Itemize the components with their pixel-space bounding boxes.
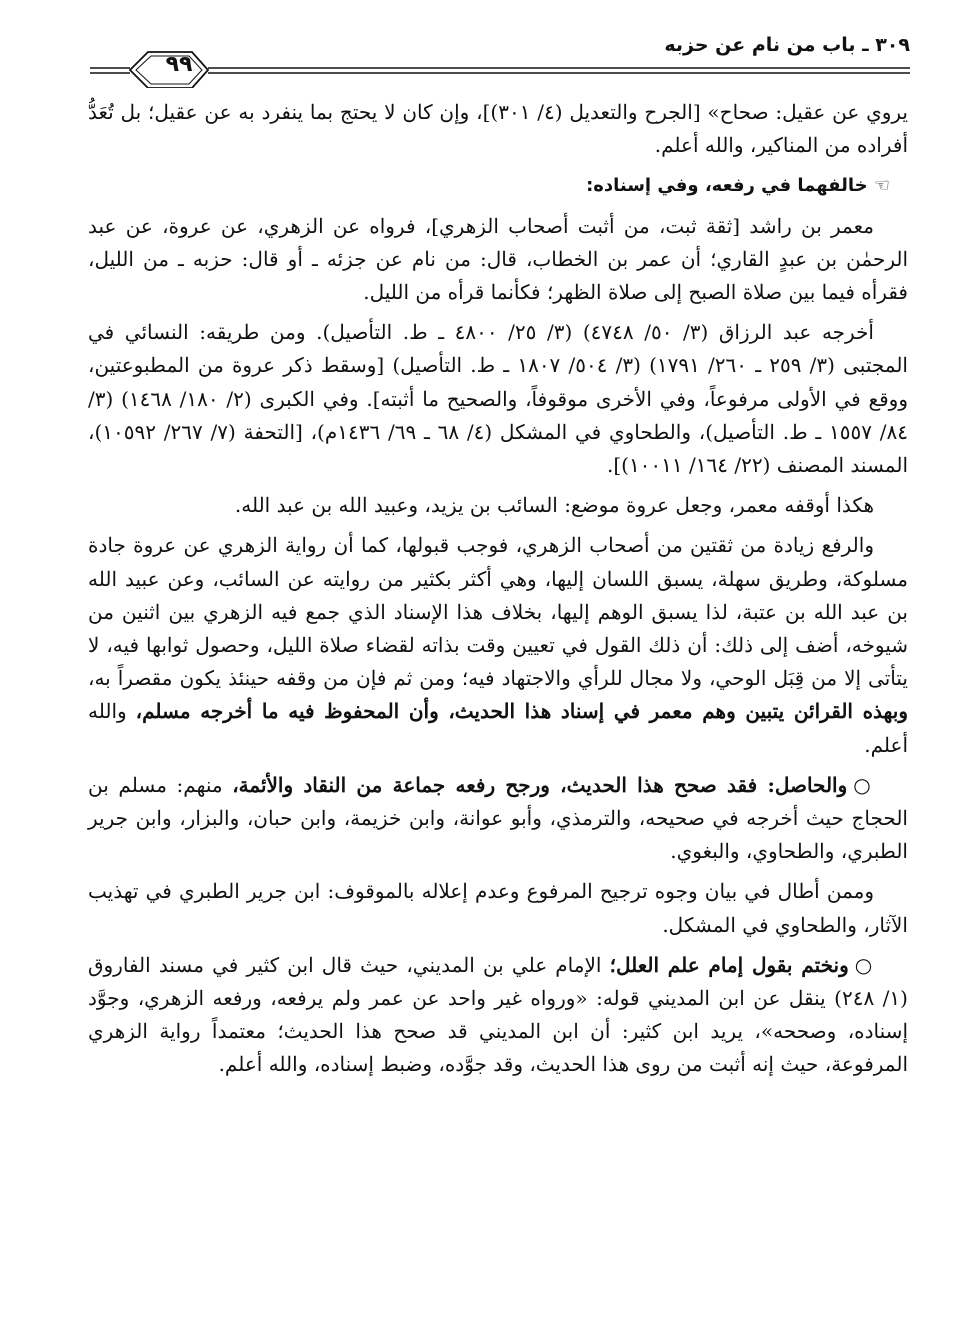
paragraph-5: [88, 529, 908, 761]
paragraph-5-bold: وبهذه القرائن يتبين وهم معمر في إسناد هذا الحديث، وأن المحفوظ فيه ما أخرجه مسلم،: [135, 699, 908, 724]
page-number: ٩٩: [165, 52, 193, 77]
paragraph-5-text: والرفع زيادة من ثقتين من أصحاب الزهري، فوجب قبولها، كما أن رواية الزهري عن عروة جادة مسلوكة، وطريق سهلة، يسبق اللسان إليها، وهي أكثر بكثير من روايته عن السائب، وعن عبيد الله بن عبد الله بن عتبة، لذا يسبق الوهم إليها، بخلاف هذا الإسناد الذي جمع فيه الزهري بين اثنين من شيوخه، أضف إلى ذلك: أن ذلك القول في تعيين وقت بذاته لقضاء صلاة الليل، وحصول ثوابها فيه، لا يتأتى إلا من قِبَل الوحي، ولا مجال للرأي والاجتهاد فيه؛ ومن ثم فإن من وقفه حينئذ يكون مقصراً به،: [88, 533, 909, 691]
paragraph-3: أخرجه عبد الرزاق (٣/ ٥٠/ ٤٧٤٨) (٣/ ٢٥/ ٤٨٠٠ ـ ط. التأصيل). ومن طريقه: النسائي في المجتبى (٣/ ٢٥٩ ـ ٢٦٠/ ١٧٩١) (٣/ ٥٠٤/ ١٨٠٧ ـ ط. التأصيل) [وسقط ذكر عروة من المطبوعتين، ووقع في الأولى مرفوعاً، وفي الأخرى موقوفاً، والصحيح ما أثبته]. وفي الكبرى (٢/ ١٨٠/ ١٤٦٨) (٣/ ٨٤/ ١٥٥٧ ـ ط. التأصيل)، والطحاوي في المشكل (٤/ ٦٨ ـ ٦٩/ ١٤٣٦م)، [التحفة (٧/ ٢٦٧/ ١٠٥٩٢)، المسند المصنف (٢٢/ ١٦٤/ ١٠٠١١)].: [88, 320, 908, 478]
pointing-hand-icon: ☜: [873, 175, 890, 197]
paragraph-8-text: الإمام علي بن المديني، حيث قال ابن كثير في مسند الفاروق (١/ ٢٤٨) ينقل عن ابن المديني قوله: «ورواه غير واحد عن عمر ولم يرفعه، ورفعه الزهري، وجوَّد إسناده، وصححه»، يريد ابن كثير: أن ابن المديني قد صحح هذا الحديث؛ معتمداً رواية الزهري المرفوعة، حيث إنه أثبت من روى هذا الحديث، وقد جوَّده، وضبط إسناده، والله أعلم.: [88, 952, 909, 1077]
ring-bullet-icon: ○: [854, 952, 875, 977]
ring-bullet-icon: ○: [853, 772, 875, 797]
paragraph-6-text: منهم: مسلم بن الحجاج حيث أخرجه في صحيحه، والترمذي، وأبو عوانة، وابن خزيمة، وابن حبان، والبزار، وابن جرير الطبري، والطحاوي، والبغوي.: [88, 772, 908, 864]
paragraph-5-end: والله أعلم.: [88, 699, 908, 757]
paragraph-2: معمر بن راشد [ثقة ثبت، من أثبت أصحاب الزهري]، فرواه عن الزهري، عن عروة، عن عبد الرحمٰن بن عبدٍ القاري؛ أن عمر بن الخطاب، قال: من نام عن جزئه ـ أو قال: حزبه ـ من الليل، فقرأه فيما بين صلاة الصبح إلى صلاة الظهر؛ فكأنما قرأه من الليل.: [88, 213, 908, 305]
section-heading: [88, 169, 908, 202]
page-header: [90, 28, 910, 88]
paragraph-7: وممن أطال في بيان وجوه ترجيح المرفوع وعدم إعلاله بالموقوف: ابن جرير الطبري في تهذيب الآثار، والطحاوي في المشكل.: [88, 879, 908, 937]
paragraph-8: [88, 949, 908, 1082]
paragraph-8-bold: ونختم بقول إمام علم العلل؛: [609, 952, 849, 977]
paragraph-4: هكذا أوقفه معمر، وجعل عروة موضع: السائب بن يزيد، وعبيد الله بن عبد الله.: [234, 493, 874, 518]
paragraph-6-bold: والحاصل: فقد صحح هذا الحديث، ورجح رفعه جماعة من النقاد والأئمة،: [232, 772, 848, 797]
page-body: [88, 96, 908, 1089]
section-heading-text: خالفهما في رفعه، وفي إسناده:: [586, 175, 868, 197]
paragraph-1: يروي عن عقيل: صحاح» [الجرح والتعديل (٤/ ٣٠١)]، وإن كان لا يحتج بما ينفرد به عن عقيل؛ بل تُعَدُّ أفراده من المناكير، والله أعلم.: [88, 100, 908, 158]
running-title: ٣٠٩ ـ باب من نام عن حزبه: [664, 34, 910, 56]
paragraph-6: [88, 769, 908, 869]
